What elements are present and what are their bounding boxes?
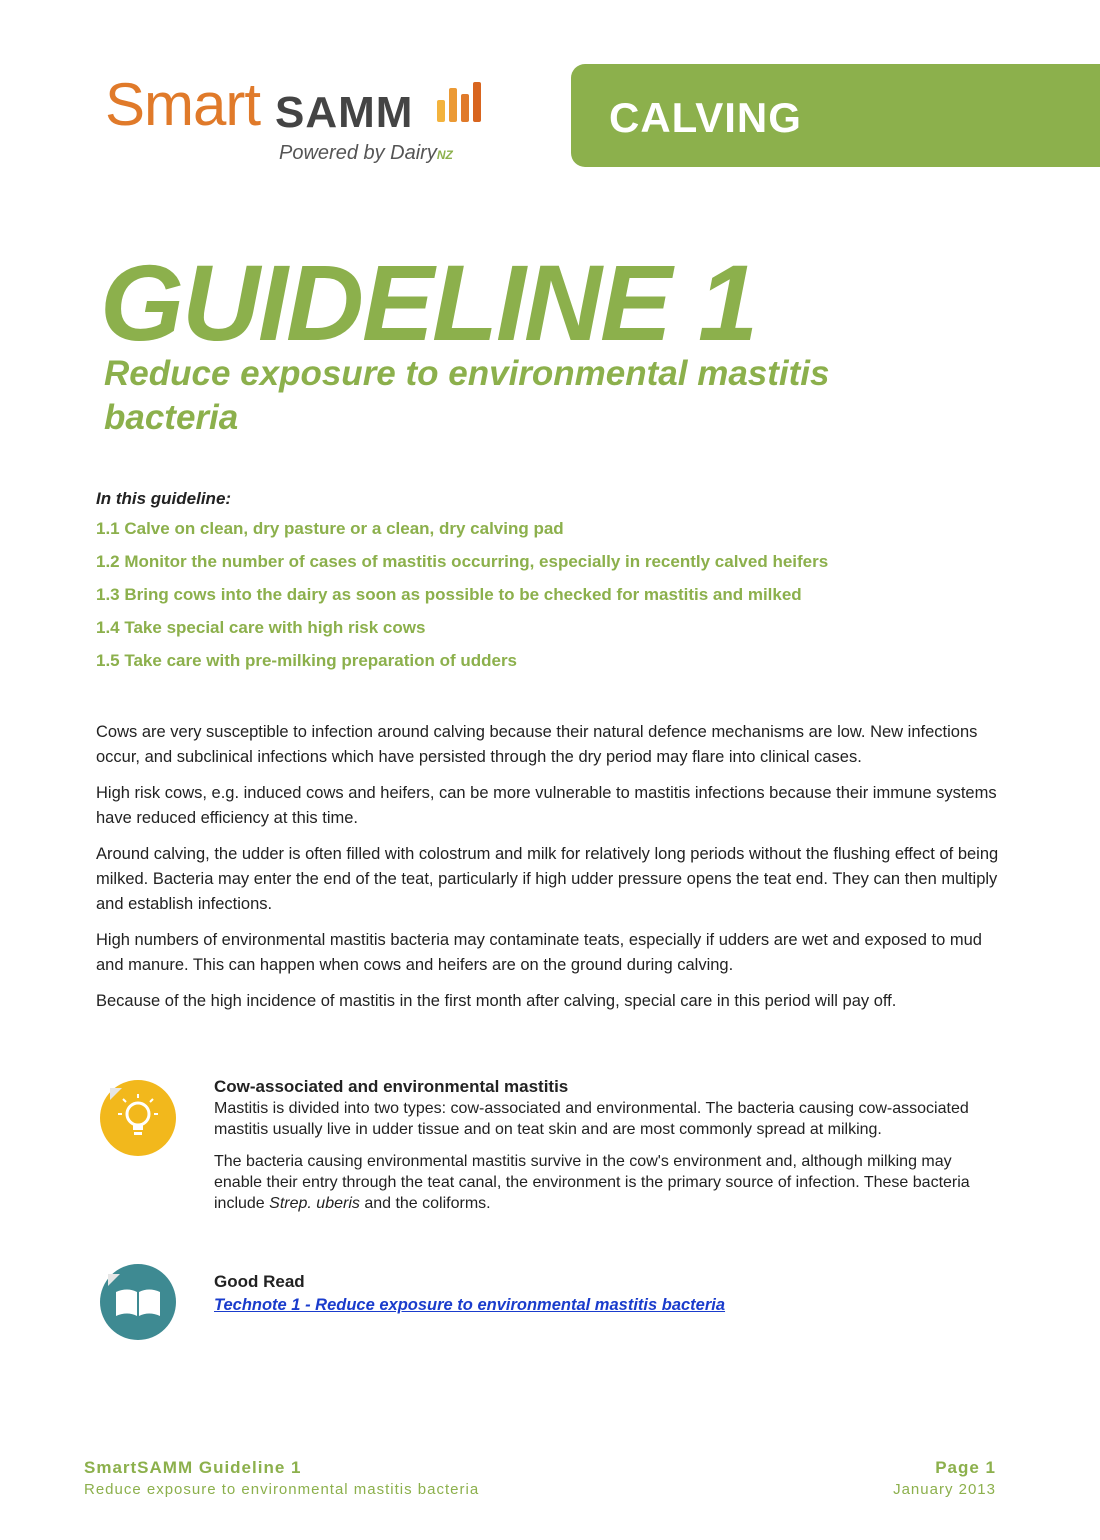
- footer-guideline-title: SmartSAMM Guideline 1: [84, 1458, 302, 1477]
- toc-item[interactable]: 1.2 Monitor the number of cases of mastitis occurring, especially in recently calved heifers: [96, 552, 829, 571]
- info-text-segment: The bacteria causing environmental mastitis survive in the cow's environment and, although milking may enable their entry through the teat canal, the environment is the primary source of infection. These bacteria include: [214, 1153, 970, 1212]
- logo-bars-icon: [433, 78, 493, 126]
- page-number: Page 1: [935, 1458, 996, 1477]
- footer-guideline-subtitle: Reduce exposure to environmental mastitis bacteria: [84, 1481, 480, 1498]
- logo-powered-text: Powered by Dairy: [279, 142, 437, 164]
- logo-samm-text: SAMM: [275, 88, 414, 137]
- footer-left: [84, 1457, 479, 1501]
- logo-powered-by: [279, 142, 453, 165]
- info-text-segment: and the coliforms.: [359, 1195, 491, 1212]
- body-paragraph: High risk cows, e.g. induced cows and heifers, can be more vulnerable to mastitis infections because their immune systems have reduced efficiency at this time.: [96, 784, 997, 827]
- calving-tab-label: CALVING: [609, 94, 802, 141]
- toc-item[interactable]: 1.4 Take special care with high risk cows: [96, 618, 426, 637]
- technote-link[interactable]: Technote 1 - Reduce exposure to environmental mastitis bacteria: [214, 1296, 726, 1314]
- page-subtitle: Reduce exposure to environmental mastitis bacteria: [104, 354, 830, 437]
- body-paragraph: Around calving, the udder is often filled with colostrum and milk for relatively long periods without the flushing effect of being milked. Bacteria may enter the end of the teat, particularly if high udder pressure opens the teat end. They can then multiply and establish infections.: [96, 845, 999, 913]
- calving-section-tab: [571, 64, 1100, 167]
- body-paragraph: Cows are very susceptible to infection around calving because their natural defence mechanisms are low. New infections occur, and subclinical infections which have persisted through the dry period may flare into clinical cases.: [96, 723, 978, 766]
- info-callout: [214, 1076, 994, 1225]
- toc-heading: In this guideline:: [96, 489, 232, 508]
- smartsamm-logo: [105, 70, 525, 180]
- body-paragraph: High numbers of environmental mastitis bacteria may contaminate teats, especially if udders are wet and exposed to mud and manure. This can happen when cows and heifers are on the ground during calving.: [96, 931, 982, 974]
- body-text: [96, 720, 1011, 1025]
- logo-smart-text: Smart: [105, 71, 261, 138]
- page-title: GUIDELINE 1: [100, 242, 757, 363]
- book-icon: [100, 1264, 176, 1340]
- lightbulb-icon: [100, 1080, 176, 1156]
- good-read-title: Good Read: [214, 1272, 305, 1291]
- toc-list: [96, 519, 996, 684]
- info-callout-paragraph: Mastitis is divided into two types: cow-associated and environmental. The bacteria causing cow-associated mastitis usually live in udder tissue and on teat skin and are most commonly spread at milking.: [214, 1100, 969, 1138]
- body-paragraph: Because of the high incidence of mastitis in the first month after calving, special care in this period will pay off.: [96, 992, 897, 1010]
- toc-item[interactable]: 1.3 Bring cows into the dairy as soon as possible to be checked for mastitis and milked: [96, 585, 802, 604]
- good-read-callout: [214, 1271, 994, 1317]
- footer-right: [893, 1457, 996, 1501]
- info-callout-title: Cow-associated and environmental mastitis: [214, 1077, 569, 1096]
- species-name: Strep. uberis: [269, 1195, 360, 1212]
- toc-item[interactable]: 1.5 Take care with pre-milking preparation of udders: [96, 651, 518, 670]
- footer-date: January 2013: [893, 1481, 996, 1498]
- toc-item[interactable]: 1.1 Calve on clean, dry pasture or a clean, dry calving pad: [96, 519, 564, 538]
- info-callout-paragraph: [214, 1151, 994, 1214]
- logo-nz-text: NZ: [436, 148, 453, 162]
